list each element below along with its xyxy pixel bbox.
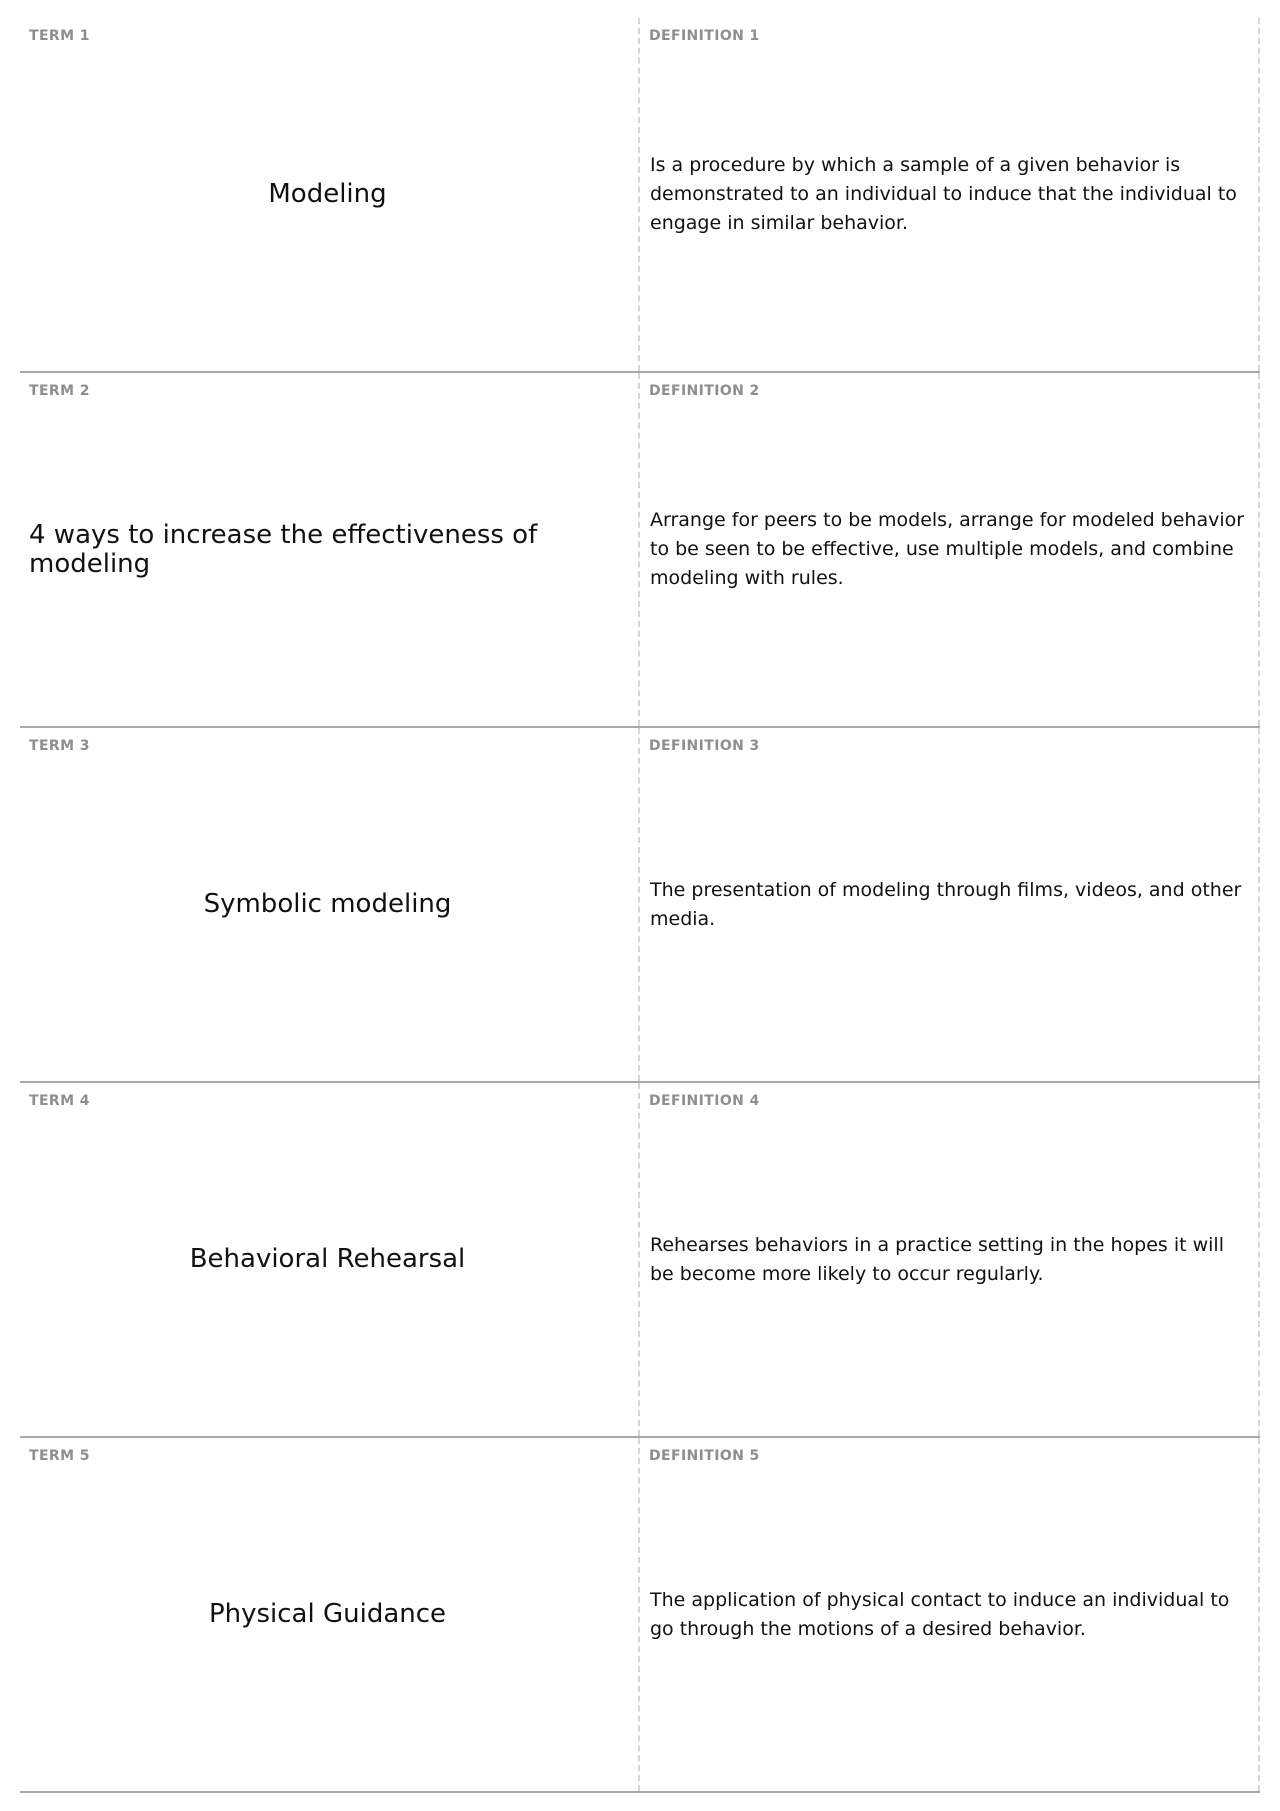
definition-cell <box>640 1438 1260 1791</box>
flashcard-row <box>20 728 1260 1083</box>
term-label: TERM 2 <box>29 383 90 399</box>
definition-label: DEFINITION 3 <box>649 738 760 754</box>
definition-label: DEFINITION 1 <box>649 28 760 44</box>
flashcard-row <box>20 373 1260 728</box>
term-text: 4 ways to increase the effectiveness of modeling <box>29 519 538 579</box>
definition-cell <box>640 373 1260 726</box>
term-cell <box>20 373 640 726</box>
term-label: TERM 4 <box>29 1093 90 1109</box>
term-text: Symbolic modeling <box>203 889 452 919</box>
term-label: TERM 1 <box>29 28 90 44</box>
definition-label: DEFINITION 4 <box>649 1093 760 1109</box>
definition-label: DEFINITION 5 <box>649 1448 760 1464</box>
definition-text: Arrange for peers to be models, arrange for modeled behavior to be seen to be effective, use multiple models, and combine modeling with rules. <box>650 509 1245 589</box>
term-cell <box>20 1438 640 1791</box>
definition-cell <box>640 728 1260 1081</box>
definition-cell <box>640 1083 1260 1436</box>
term-text: Modeling <box>268 179 387 209</box>
definition-text: Rehearses behaviors in a practice setting in the hopes it will be become more likely to occur regularly. <box>650 1233 1224 1285</box>
flashcard-row <box>20 1438 1260 1793</box>
term-text: Behavioral Rehearsal <box>189 1244 466 1274</box>
flashcard-row <box>20 1083 1260 1438</box>
term-cell <box>20 1083 640 1436</box>
term-label: TERM 5 <box>29 1448 90 1464</box>
flashcard-sheet <box>20 18 1260 1793</box>
definition-cell <box>640 18 1260 371</box>
term-text: Physical Guidance <box>208 1599 447 1629</box>
definition-text: The presentation of modeling through films, videos, and other media. <box>650 878 1242 930</box>
definition-text: The application of physical contact to induce an individual to go through the motions of a desired behavior. <box>650 1588 1230 1640</box>
term-label: TERM 3 <box>29 738 90 754</box>
term-cell <box>20 18 640 371</box>
term-cell <box>20 728 640 1081</box>
definition-text: Is a procedure by which a sample of a given behavior is demonstrated to an individual to induce that the individual to engage in similar behavior. <box>650 154 1237 234</box>
definition-label: DEFINITION 2 <box>649 383 760 399</box>
flashcard-row <box>20 18 1260 373</box>
